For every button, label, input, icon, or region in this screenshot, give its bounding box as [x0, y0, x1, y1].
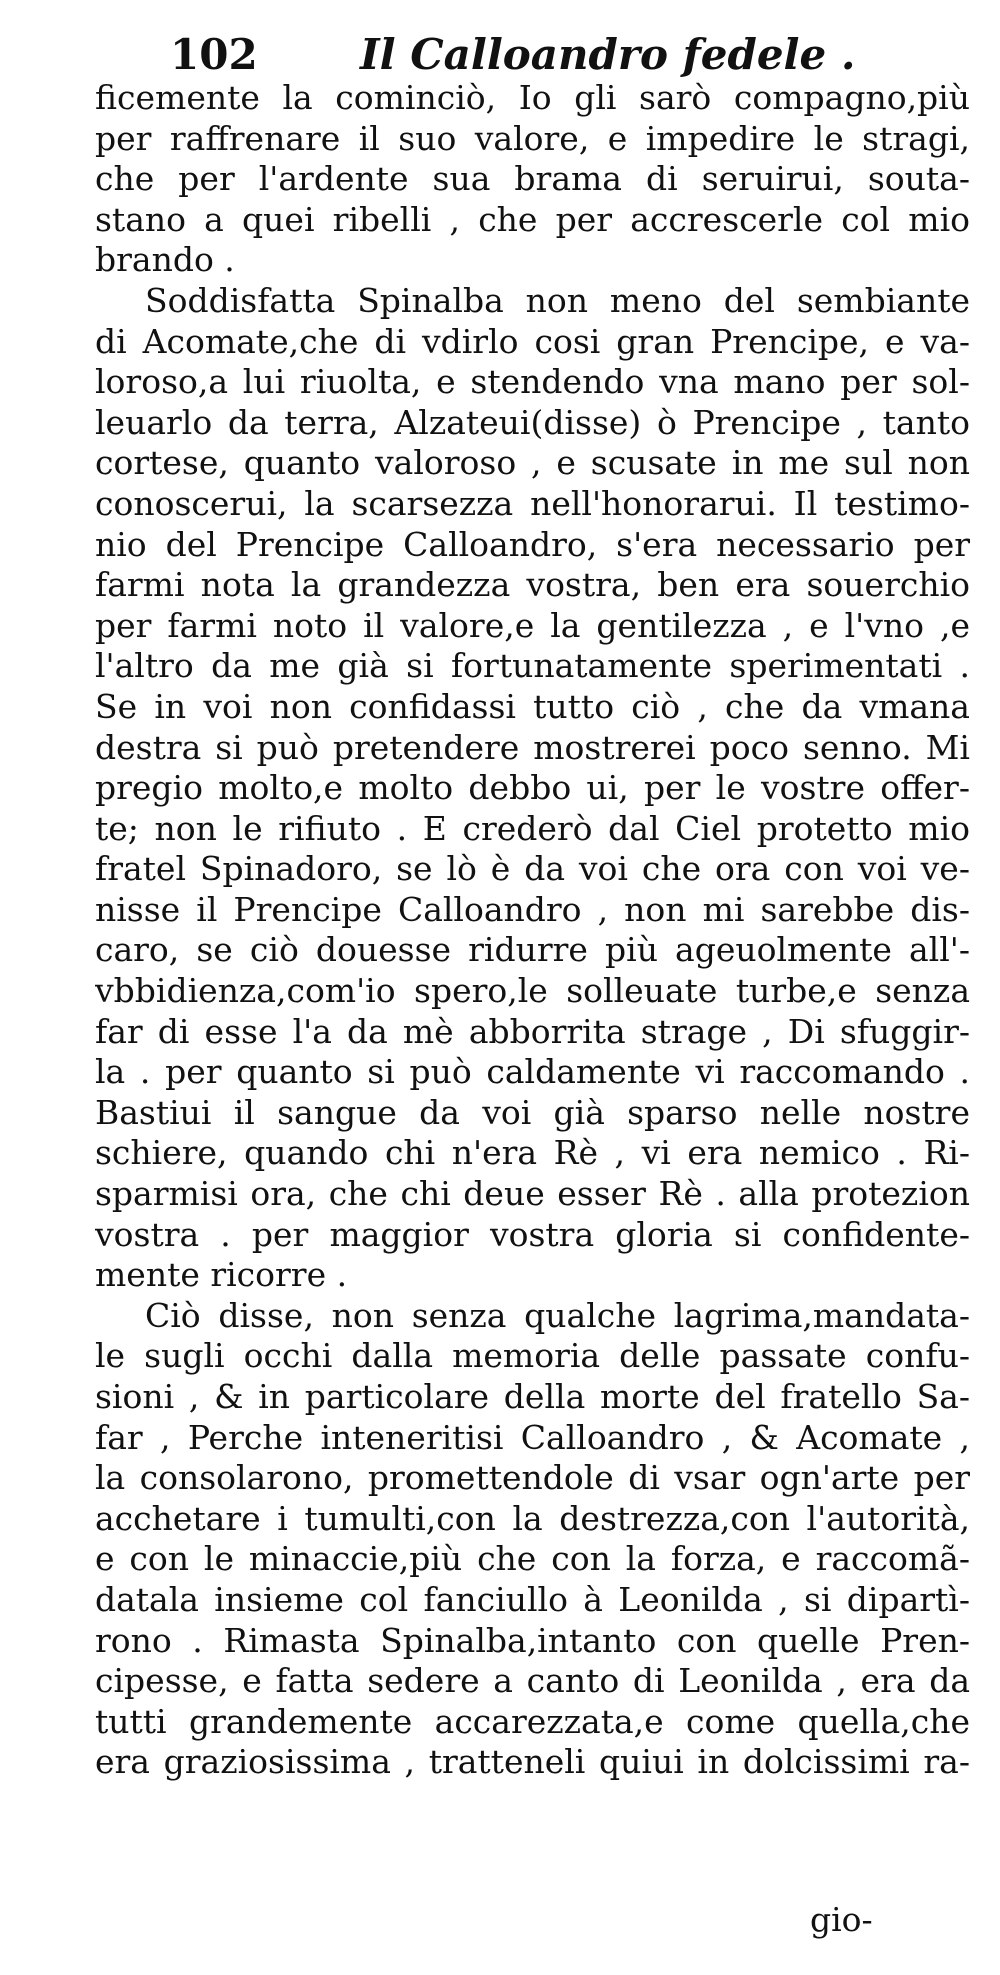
page-number: 102 — [170, 30, 258, 79]
text-line: stano a quei ribelli , che per accrescerle col mio — [95, 199, 970, 239]
text-line: leuarlo da terra, Alzateui(disse) ò Prencipe , tanto — [95, 402, 970, 442]
text-line: te; non le rifiuto . E crederò dal Ciel protetto mio — [95, 808, 970, 848]
text-line: loroso,a lui riuolta, e stendendo vna mano per sol- — [95, 362, 970, 402]
text-line: mente ricorre . — [95, 1255, 348, 1295]
text-line: Ciò disse, non senza qualche lagrima,mandata- — [145, 1295, 970, 1335]
text-line: far di esse l'a da mè abborrita strage , Di sfuggir- — [95, 1011, 970, 1051]
text-line: conoscerui, la scarsezza nell'honorarui. Il testimo- — [95, 483, 970, 523]
text-line: destra si può pretendere mostrerei poco senno. Mi — [95, 727, 970, 767]
text-line: era graziosissima , tratteneli quiui in dolcissimi ra- — [95, 1742, 970, 1782]
text-line: datala insieme col fanciullo à Leonilda , si dipartì- — [95, 1579, 970, 1619]
running-title: Il Calloandro fedele . — [360, 30, 856, 79]
text-line: farmi nota la grandezza vostra, ben era souerchio — [95, 565, 970, 605]
text-line: Se in voi non confidassi tutto ciò , che da vmana — [95, 686, 970, 726]
text-line: caro, se ciò douesse ridurre più ageuolmente all'- — [95, 930, 970, 970]
text-line: schiere, quando chi n'era Rè , vi era nemico . Ri- — [95, 1133, 970, 1173]
text-line: Soddisfatta Spinalba non meno del sembiante — [145, 280, 970, 320]
text-line: far , Perche inteneritisi Calloandro , & Acomate , — [95, 1417, 970, 1457]
text-line: ficemente la cominciò, Io gli sarò compagno,più — [95, 78, 970, 117]
catchword: gio- — [810, 1900, 873, 1939]
text-line: fratel Spinadoro, se lò è da voi che ora con voi ve- — [95, 849, 970, 889]
text-line: per raffrenare il suo valore, e impedire le stragi, — [95, 118, 970, 158]
text-line: e con le minaccie,più che con la forza, e raccomã- — [95, 1539, 970, 1579]
text-line: Bastiui il sangue da voi già sparso nelle nostre — [95, 1092, 970, 1132]
text-line: cortese, quanto valoroso , e scusate in me sul non — [95, 443, 970, 483]
text-line: per farmi noto il valore,e la gentilezza , e l'vno ,e — [95, 605, 970, 645]
text-line: la . per quanto si può caldamente vi raccomando . — [95, 1052, 970, 1092]
text-line: nisse il Prencipe Calloandro , non mi sarebbe dis- — [95, 889, 970, 929]
text-line: acchetare i tumulti,con la destrezza,con l'autorità, — [95, 1498, 970, 1538]
text-line: pregio molto,e molto debbo ui, per le vostre offer- — [95, 768, 970, 808]
text-line: tutti grandemente accarezzata,e come quella,che — [95, 1701, 970, 1741]
text-line: vostra . per maggior vostra gloria si confidente- — [95, 1214, 970, 1254]
text-line: rono . Rimasta Spinalba,intanto con quelle Pren- — [95, 1620, 970, 1660]
text-line: sparmisi ora, che chi deue esser Rè . alla protezion — [95, 1174, 970, 1214]
text-line: vbbidienza,com'io spero,le solleuate turbe,e senza — [95, 971, 970, 1011]
text-line: sioni , & in particolare della morte del fratello Sa- — [95, 1377, 970, 1416]
text-line: che per l'ardente sua brama di seruirui, souta- — [95, 159, 970, 199]
text-line: la consolarono, promettendole di vsar ogn'arte per — [95, 1458, 970, 1498]
text-line: le sugli occhi dalla memoria delle passate confu- — [95, 1336, 970, 1376]
text-line: di Acomate,che di vdirlo cosi gran Prencipe, e va- — [95, 321, 970, 361]
text-line: nio del Prencipe Calloandro, s'era necessario per — [95, 524, 970, 564]
text-line: l'altro da me già si fortunatamente sperimentati . — [95, 646, 970, 686]
body-text — [95, 78, 970, 1783]
text-line: brando . — [95, 240, 235, 280]
text-line: cipesse, e fatta sedere a canto di Leonilda , era da — [95, 1661, 970, 1701]
